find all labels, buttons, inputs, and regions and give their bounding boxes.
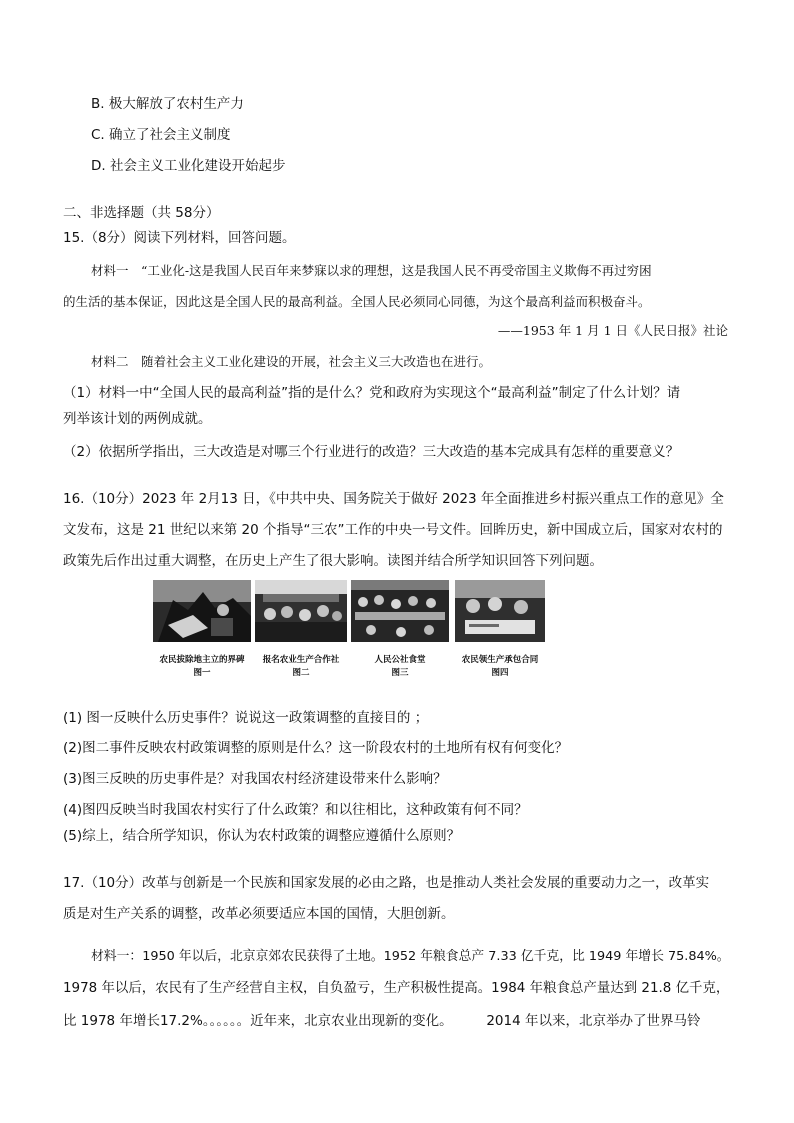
q16-line1: 16.（10分）2023 年 2月13 日，《中共中央、国务院关于做好 2023 年全面推进乡村振兴重点工作的意见》全	[63, 491, 724, 507]
choice-d: D. 社会主义工业化建设开始起步	[91, 158, 286, 174]
q15-material1-line2: 的生活的基本保证，因此这是全国人民的最高利益。全国人民必须同心同德，为这个最高利益而积极奋斗。	[63, 294, 651, 309]
figure1-caption: 农民拔除地主立的界碑	[159, 655, 245, 665]
q16-line2: 文发布，这是 21 世纪以来第 20 个指导“三农”工作的中央一号文件。回眸历史，新中国成立后，国家对农村的	[63, 522, 723, 538]
figure2-photo	[255, 580, 347, 642]
q16-sub3: (3)图三反映的历史事件是？对我国农村经济建设带来什么影响？	[63, 771, 447, 787]
figure3-photo	[351, 580, 449, 642]
figure1-photo	[153, 580, 251, 642]
q16-sub2: (2)图二事件反映农村政策调整的原则是什么？这一阶段农村的土地所有权有何变化？	[63, 740, 569, 756]
q15-sub2: （2）依据所学指出，三大改造是对哪三个行业进行的改造？三大改造的基本完成具有怎样的重要意义？	[63, 444, 680, 460]
choice-b: B. 极大解放了农村生产力	[91, 96, 244, 112]
figure2-label: 图二	[292, 668, 310, 678]
q15-sub1-line2: 列举该计划的两例成就。	[63, 411, 212, 427]
q17-material1-line3: 比 1978 年增长17.2%。。。。。。近年来，北京农业出现新的变化。 2014 年以来，北京举办了世界马铃	[63, 1013, 701, 1029]
q17-material1-line1: 材料一：1950 年以后，北京京郊农民获得了土地。1952 年粮食总产 7.33 亿千克，比 1949 年增长 75.84%。	[91, 949, 730, 964]
q17-line2: 质是对生产关系的调整，改革必须要适应本国的国情，大胆创新。	[63, 906, 455, 922]
q16-line3: 政策先后作出过重大调整，在历史上产生了很大影响。读图并结合所学知识回答下列问题。	[63, 553, 603, 569]
choice-c: C. 确立了社会主义制度	[91, 127, 231, 143]
q17-material1-line2: 1978 年以后，农民有了生产经营自主权，自负盈亏，生产积极性提高。1984 年粮食总产量达到 21.8 亿千克，	[63, 981, 730, 996]
figure4-caption: 农民领生产承包合同	[461, 655, 539, 665]
q17-line1: 17.（10分）改革与创新是一个民族和国家发展的必由之路，也是推动人类社会发展的重要动力之一，改革实	[63, 875, 710, 891]
section-heading: 二、非选择题（共 58分）	[63, 205, 220, 221]
q15-material1-line1: 材料一 “工业化-这是我国人民百年来梦寐以求的理想，这是我国人民不再受帝国主义欺侮不再过穷困	[91, 263, 652, 278]
q16-sub5: (5)综上，结合所学知识，你认为农村政策的调整应遵循什么原则？	[63, 828, 461, 844]
q15-material1-source: ——1953 年 1 月 1 日《人民日报》社论	[497, 323, 728, 338]
q16-sub4: (4)图四反映当时我国农村实行了什么政策？和以往相比，这种政策有何不同？	[63, 802, 528, 818]
figure3-label: 图三	[391, 668, 409, 678]
q15-sub1-line1: （1）材料一中“全国人民的最高利益”指的是什么？党和政府为实现这个“最高利益”制定了什么计划？请	[63, 385, 681, 401]
figure4-photo	[455, 580, 545, 642]
q16-sub1: (1) 图一反映什么历史事件？说说这一政策调整的直接目的 ；	[63, 710, 429, 726]
q15-intro: 15.（8分）阅读下列材料，回答问题。	[63, 230, 296, 246]
figure1-label: 图一	[193, 668, 211, 678]
figure4-label: 图四	[491, 668, 509, 678]
q15-material2: 材料二 随着社会主义工业化建设的开展，社会主义三大改造也在进行。	[91, 354, 492, 369]
figure2-caption: 报名农业生产合作社	[262, 655, 340, 665]
q16-figure-strip	[153, 580, 545, 642]
figure3-caption: 人民公社食堂	[374, 655, 426, 665]
